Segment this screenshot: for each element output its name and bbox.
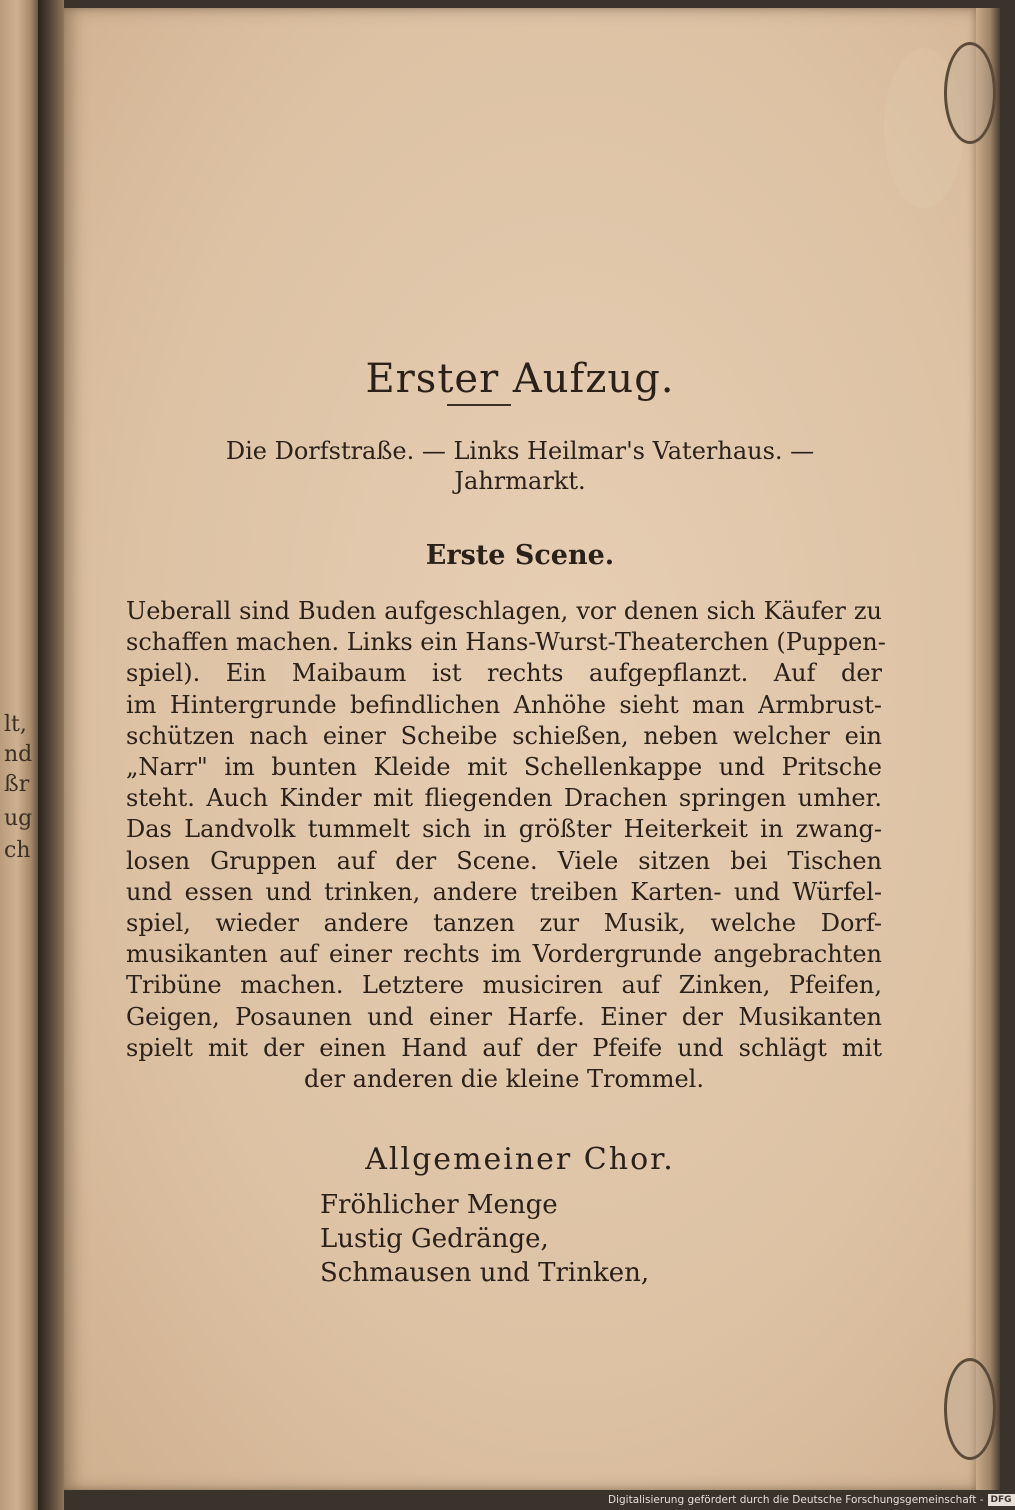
verse-line: Fröhlicher Menge <box>320 1190 558 1220</box>
binder-clip <box>944 1358 996 1460</box>
dfg-logo: DFG <box>988 1494 1015 1506</box>
setting-line: Die Dorfstraße. — Links Heilmar's Vaterhaus. — <box>225 437 815 465</box>
page-content <box>64 8 976 1490</box>
text-line: losen Gruppen auf der Scene. Viele sitzen bei Tischen <box>126 846 882 875</box>
text-line: „Narr" im bunten Kleide mit Schellenkappe und Pritsche <box>126 753 882 782</box>
text-line: schaffen machen. Links ein Hans-Wurst-Theaterchen (Puppen- <box>126 628 886 657</box>
verse-line: Lustig Gedränge, <box>320 1224 549 1254</box>
left-page-fragment: nd <box>4 742 33 767</box>
footer-credit <box>608 1490 1012 1510</box>
text-line: schützen nach einer Scheibe schießen, neben welcher ein <box>126 721 882 750</box>
text-line: spiel, wieder andere tanzen zur Musik, welche Dorf- <box>126 909 882 938</box>
binder-clip <box>944 42 996 144</box>
setting-line: Jahrmarkt. <box>454 467 586 495</box>
text-line: musikanten auf einer rechts im Vordergrunde angebrachten <box>126 940 882 969</box>
left-page-edge <box>0 0 38 1510</box>
text-line: und essen und trinken, andere treiben Karten- und Würfel- <box>126 877 882 906</box>
verse <box>320 1188 649 1290</box>
left-page-fragment: ßr <box>4 772 30 797</box>
text-line: der anderen die kleine Trommel. <box>304 1065 704 1094</box>
text-line: Geigen, Posaunen und einer Harfe. Einer der Musikanten <box>126 1002 882 1031</box>
verse-line: Schmausen und Trinken, <box>320 1258 650 1288</box>
text-line: steht. Auch Kinder mit fliegenden Drachen springen umher. <box>126 784 882 813</box>
text-line: im Hintergrunde befindlichen Anhöhe sieht man Armbrust- <box>126 690 882 719</box>
text-line: spielt mit der einen Hand auf der Pfeife und schlägt mit <box>126 1033 882 1062</box>
act-title: Erster Aufzug. <box>365 356 675 402</box>
stage-direction <box>126 596 886 1095</box>
setting-description <box>124 436 916 496</box>
title-divider <box>447 404 511 406</box>
text-line: Ueberall sind Buden aufgeschlagen, vor denen sich Käufer zu <box>126 597 882 625</box>
left-page-fragment: ug <box>4 806 33 831</box>
left-page-fragment: ch <box>4 838 31 863</box>
book-gutter <box>38 0 64 1510</box>
scene-heading: Erste Scene. <box>425 540 615 571</box>
right-page-edge <box>976 8 1000 1490</box>
left-page-fragment: lt, <box>4 712 27 737</box>
page <box>64 8 976 1490</box>
text-line: spiel). Ein Maibaum ist rechts aufgepflanzt. Auf der <box>126 659 882 688</box>
text-line: Tribüne machen. Letztere musiciren auf Zinken, Pfeifen, <box>126 971 882 1000</box>
footer-text: Digitalisierung gefördert durch die Deutsche Forschungsgemeinschaft - <box>608 1494 984 1506</box>
chorus-heading: Allgemeiner Chor. <box>365 1142 675 1177</box>
text-line: Das Landvolk tummelt sich in größter Heiterkeit in zwang- <box>126 815 882 844</box>
